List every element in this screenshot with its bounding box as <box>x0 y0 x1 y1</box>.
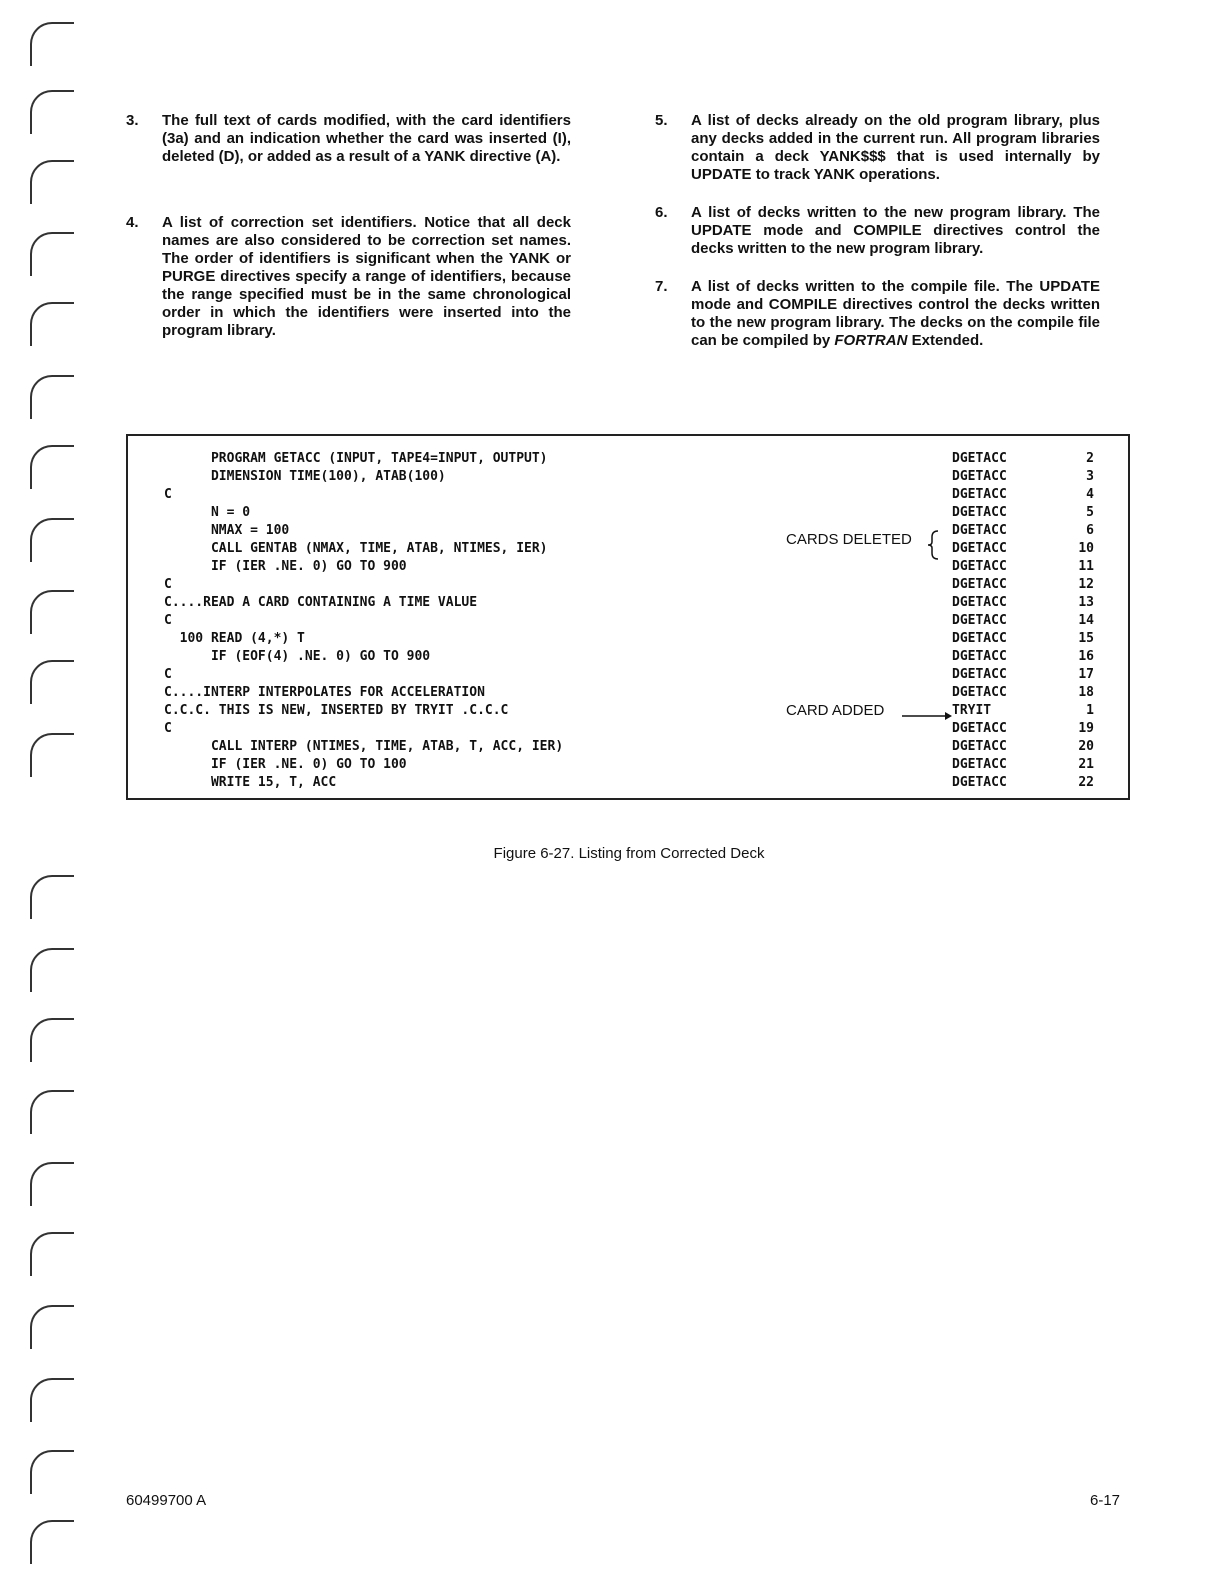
binder-hole <box>30 1162 74 1206</box>
deck-id: DGETACC <box>952 451 1007 466</box>
binder-hole <box>30 302 74 346</box>
cards-deleted-label: CARDS DELETED <box>786 531 912 548</box>
listing-row <box>128 450 1128 468</box>
listing-row <box>128 684 1128 702</box>
item-text: A list of decks already on the old program library, plus any decks added in the current run. All program libraries contain a deck YANK$$$ that is used internally by UPDATE to track YANK operations. <box>691 112 1100 183</box>
sequence-number: 3 <box>1086 469 1094 484</box>
deck-id: DGETACC <box>952 721 1007 736</box>
listing-row <box>128 648 1128 666</box>
code-line: C <box>164 577 172 592</box>
code-line: WRITE 15, T, ACC <box>164 775 337 790</box>
binder-hole <box>30 22 74 66</box>
listing-row <box>128 594 1128 612</box>
sequence-number: 15 <box>1078 631 1094 646</box>
listing-row <box>128 630 1128 648</box>
item-number: 4. <box>126 214 139 231</box>
list-item <box>126 214 571 340</box>
binder-hole <box>30 590 74 634</box>
list-item <box>655 112 1100 184</box>
sequence-number: 10 <box>1078 541 1094 556</box>
item-text: The full text of cards modified, with the card identifiers (3a) and an indication whether the card was inserted (I), deleted (D), or added as a result of a YANK directive (A). <box>162 112 571 165</box>
sequence-number: 4 <box>1086 487 1094 502</box>
binder-hole <box>30 948 74 992</box>
item-text-italic: FORTRAN <box>834 332 908 349</box>
list-item <box>655 204 1100 258</box>
sequence-number: 19 <box>1078 721 1094 736</box>
deck-id: DGETACC <box>952 559 1007 574</box>
binder-hole <box>30 232 74 276</box>
deck-id: DGETACC <box>952 685 1007 700</box>
binder-hole <box>30 660 74 704</box>
binder-hole <box>30 1520 74 1564</box>
sequence-number: 5 <box>1086 505 1094 520</box>
code-line: PROGRAM GETACC (INPUT, TAPE4=INPUT, OUTPUT) <box>164 451 548 466</box>
deck-id: DGETACC <box>952 649 1007 664</box>
binder-hole <box>30 1305 74 1349</box>
sequence-number: 12 <box>1078 577 1094 592</box>
sequence-number: 11 <box>1078 559 1094 574</box>
listing-row <box>128 558 1128 576</box>
binder-hole <box>30 90 74 134</box>
sequence-number: 16 <box>1078 649 1094 664</box>
item-text: A list of correction set identifiers. Notice that all deck names are also considered to be correction set names. The order of identifiers is significant when the YANK or PURGE directives specify a range of identifiers, because the range specified must be in the same chronological order in which the identifiers were inserted into the program library. <box>162 214 571 339</box>
item-number: 3. <box>126 112 139 129</box>
listing-row <box>128 504 1128 522</box>
list-item <box>655 278 1100 350</box>
deck-id: DGETACC <box>952 631 1007 646</box>
listing-row <box>128 540 1128 558</box>
listing-row <box>128 522 1128 540</box>
sequence-number: 1 <box>1086 703 1094 718</box>
deck-id: DGETACC <box>952 739 1007 754</box>
item-number: 7. <box>655 278 668 295</box>
item-text: A list of decks written to the new program library. The UPDATE mode and COMPILE directives control the decks written to the new program library. <box>691 204 1100 257</box>
code-line: CALL INTERP (NTIMES, TIME, ATAB, T, ACC, IER) <box>164 739 564 754</box>
deck-id: DGETACC <box>952 613 1007 628</box>
sequence-number: 20 <box>1078 739 1094 754</box>
brace-icon <box>926 530 940 560</box>
listing-row <box>128 486 1128 504</box>
item-text-part: Extended. <box>907 332 984 349</box>
code-line: 100 READ (4,*) T <box>164 631 305 646</box>
code-line: N = 0 <box>164 505 251 520</box>
deck-id: DGETACC <box>952 505 1007 520</box>
code-line: C <box>164 721 172 736</box>
sequence-number: 6 <box>1086 523 1094 538</box>
listing-row <box>128 666 1128 684</box>
code-line: C.C.C. THIS IS NEW, INSERTED BY TRYIT .C.C.C <box>164 703 509 718</box>
listing-row <box>128 756 1128 774</box>
left-column <box>126 112 571 366</box>
sequence-number: 14 <box>1078 613 1094 628</box>
code-line: C <box>164 487 172 502</box>
binder-hole <box>30 1018 74 1062</box>
binder-hole <box>30 518 74 562</box>
deck-id: DGETACC <box>952 541 1007 556</box>
deck-id: DGETACC <box>952 523 1007 538</box>
deck-id: DGETACC <box>952 469 1007 484</box>
item-text <box>691 278 1100 350</box>
binder-hole <box>30 375 74 419</box>
document-number: 60499700 A <box>126 1492 207 1509</box>
code-line: C....INTERP INTERPOLATES FOR ACCELERATION <box>164 685 485 700</box>
binder-hole <box>30 875 74 919</box>
item-number: 6. <box>655 204 668 221</box>
binder-hole <box>30 1450 74 1494</box>
listing-row <box>128 702 1128 720</box>
code-line: CALL GENTAB (NMAX, TIME, ATAB, NTIMES, IER) <box>164 541 548 556</box>
item-text-part: A list of decks written to the compile file. The UPDATE mode and COMPILE directives control the decks written to the new program library. The decks on the compile file can be compiled by <box>691 278 1100 349</box>
listing-box <box>126 434 1130 800</box>
code-line: C <box>164 667 172 682</box>
binder-hole <box>30 160 74 204</box>
deck-id: DGETACC <box>952 487 1007 502</box>
binder-hole <box>30 1090 74 1134</box>
deck-id: DGETACC <box>952 595 1007 610</box>
arrow-right-icon <box>902 711 952 721</box>
figure-caption: Figure 6-27. Listing from Corrected Deck <box>493 845 765 862</box>
listing-row <box>128 576 1128 594</box>
code-line: IF (IER .NE. 0) GO TO 900 <box>164 559 407 574</box>
deck-id: DGETACC <box>952 757 1007 772</box>
binder-hole <box>30 1378 74 1422</box>
right-column <box>655 112 1100 376</box>
deck-id: DGETACC <box>952 577 1007 592</box>
listing-row <box>128 612 1128 630</box>
code-line: IF (IER .NE. 0) GO TO 100 <box>164 757 407 772</box>
binder-hole <box>30 733 74 777</box>
listing-row <box>128 720 1128 738</box>
deck-id: DGETACC <box>952 667 1007 682</box>
code-line: NMAX = 100 <box>164 523 290 538</box>
deck-id: TRYIT <box>952 703 992 718</box>
binder-hole <box>30 445 74 489</box>
page-number: 6-17 <box>1090 1492 1121 1509</box>
listing-row <box>128 738 1128 756</box>
listing-row <box>128 774 1128 792</box>
item-number: 5. <box>655 112 668 129</box>
sequence-number: 21 <box>1078 757 1094 772</box>
card-added-label: CARD ADDED <box>786 702 885 719</box>
code-line: DIMENSION TIME(100), ATAB(100) <box>164 469 446 484</box>
sequence-number: 13 <box>1078 595 1094 610</box>
listing-row <box>128 468 1128 486</box>
list-item <box>126 112 571 166</box>
sequence-number: 22 <box>1078 775 1094 790</box>
code-line: C <box>164 613 172 628</box>
sequence-number: 2 <box>1086 451 1094 466</box>
code-line: IF (EOF(4) .NE. 0) GO TO 900 <box>164 649 431 664</box>
sequence-number: 17 <box>1078 667 1094 682</box>
binder-hole <box>30 1232 74 1276</box>
deck-id: DGETACC <box>952 775 1007 790</box>
sequence-number: 18 <box>1078 685 1094 700</box>
code-line: C....READ A CARD CONTAINING A TIME VALUE <box>164 595 478 610</box>
